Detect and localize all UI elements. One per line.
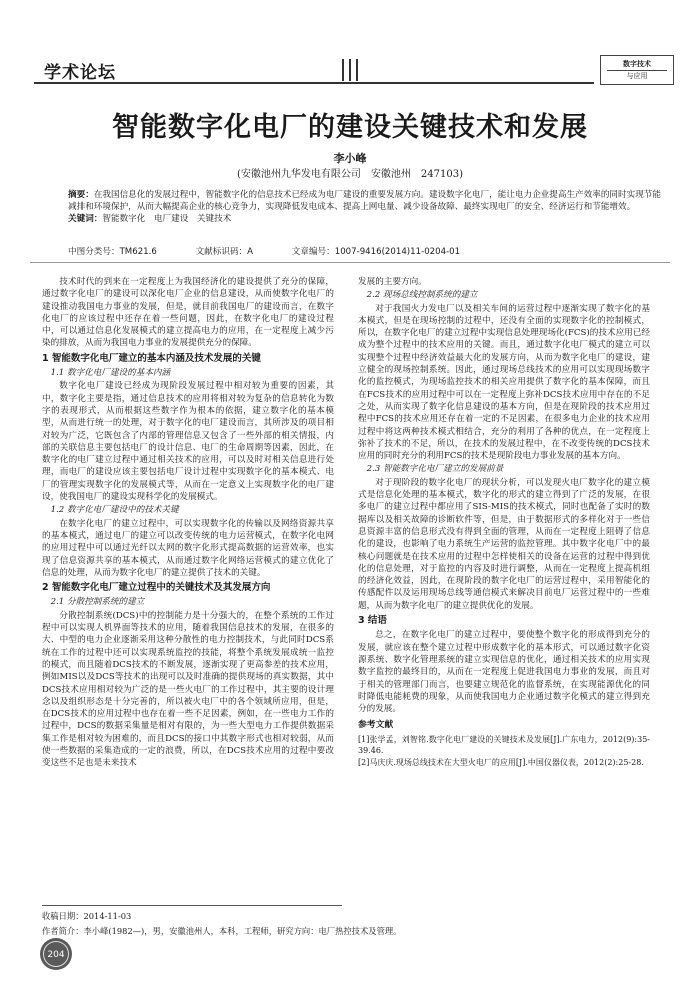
document-code: 文献标识码：A [195, 247, 254, 257]
keywords-text: 智能数字化 电厂建设 关键技术 [102, 213, 232, 224]
logo-bottom-text: 与应用 [607, 70, 667, 81]
article-title: 智能数字化电厂的建设关键技术和发展 [112, 112, 588, 143]
abstract-block [68, 190, 668, 225]
reference-item: [1]张学孟，刘智铭.数字化电厂建设的关键技术及发展[J].广东电力，2012(9):35-39.46. [358, 734, 650, 755]
conclusion-paragraph: 总之，在数字化电厂的建立过程中，要使整个数字化的形成得到充分的发展，就应该在整个建立过程中形成数字化的基本形式，可以通过数字化资源系统、数字化管理系统的建立实现信息的优化，通过相关技术的应用实现数字监控的最终目的，从而在一定程度上促进我国电力事业的发展，而且对于相关的管理部门而言，也要建立规范化的监督系统，在实现能源优化的同时降低电能耗费的现象，从而使我国电力企业通过数字化模式的建立得到充分的发展。 [358, 630, 650, 715]
section-2-heading: 2 智能数字化电厂建立过程中的关键技术及其发展方向 [42, 582, 271, 594]
page-number: 204 [47, 950, 65, 960]
references-heading: 参考文献 [358, 720, 394, 731]
abstract-paragraph [68, 190, 668, 214]
keywords-label: 关键词： [68, 213, 103, 224]
section-2-1-paragraph: 分散控制系统(DCS)中的控制能力是十分强大的，在整个系统的工作过程中可以实现人机界面等技术的应用，随着我国信息技术的发展，在很多的大、中型的电力企业逐渐采用这种分散性的电力控制技术，与此同时DCS系统在工作的过程中还可以实现系统监控的技能，将整个系统发展成统一监控的模式，而且随着DCS技术的不断发展，逐渐实现了更高参差的技术应用，例如MIS以及DCS等技术的出现可以及时准确的提供现场的真实数据，其中DCS技术应用相对较为广泛的是一些火电厂的工作过程中，其主要的设计理念以及组织形态是十分完善的，所以被火电厂中的各个领域所应用，但是，在DCS技术的应用过程中也存在着一些不足因素，例如，在一些电力工作的过程中，DCS的数据采集量是相对有限的，为一些大型电力工作提供数据采集工作是相对较为困难的，而且DCS的接口中其数字形式也相对较弱，从而使一些数据的采集造成的一定的浪费，所以，在DCS技术应用的过程中要改变这些不足也是未来技术 [42, 610, 334, 769]
classification-row [68, 245, 668, 257]
abstract-label: 摘要： [68, 190, 94, 200]
footnote-rule [42, 905, 342, 906]
clc-number: 中图分类号：TM621.6 [68, 247, 157, 257]
section-3-heading: 3 结语 [358, 615, 387, 627]
keywords-line [68, 214, 668, 226]
section-2-1-heading: 2.1 分散控制系统的建立 [50, 597, 145, 608]
author-bio: 作者简介：李小峰(1982—)，男，安徽池州人，本科，工程师，研究方向：电厂热控技术及管理。 [42, 926, 402, 936]
received-date: 收稿日期：2014-11-03 [42, 911, 132, 921]
reference-item: [2]马庆庆.现场总线技术在大型火电厂的应用[J].中国仪器仪表，2012(2):25-28. [358, 757, 644, 767]
badge-ring [43, 941, 69, 967]
intro-paragraph: 技术时代的到来在一定程度上为我国经济化的建设提供了充分的保障，通过数字化电厂的建设可以深化电厂企业的信息建设，从而使数字化电厂的建设推动我国电力事业的发展，但是，就目前我国电厂的建设而言，在数字化电厂的应该过程中还存在着一些问题，因此，在数字化电厂的建设过程中，可以通过信息化发展模式的建立提高电力的应用，在一定程度上减少污染的排放，从而为我国电力事业的发展提供充分的保障。 [42, 277, 334, 349]
right-column [358, 276, 650, 769]
left-column [42, 276, 334, 770]
article-number: 文章编号：1007-9416(2014)11-0204-01 [291, 247, 461, 257]
section-1-2-heading: 1.2 数字化电厂建设中的技术关键 [50, 505, 179, 516]
author-affiliation: (安徽池州九华发电有限公司 安徽池州 247103) [237, 169, 463, 180]
author-name: 李小峰 [333, 152, 367, 165]
continued-paragraph: 发展的主要方向。 [358, 277, 427, 287]
section-1-2-paragraph: 在数字化电厂的建立过程中，可以实现数字化的传输以及网络资源共享的基本模式，通过电厂的建立可以改变传统的电力运营模式，在数字化电网的应用过程中可以通过光纤以太网的数字化形式提高数据的运营效率，也实现了信息资源共享的基本模式，从而通过数字化网络运营模式的建立优化了信息的处理，从而为数字化电厂的建立提供了技术的关键。 [42, 518, 334, 578]
section-2-2-paragraph: 对于我国火力发电厂以及相关车间的运营过程中逐渐实现了数字化的基本模式，但是在现场控制的过程中，还没有全面的实现数字化的控制模式，所以，在数字化电厂的建立过程中实现信息处理现场化(FCS)的技术应用已经成为整个过程中的技术应用的关键。而且，通过数字化电厂模式的建立可以实现整个过程中经济效益最大化的发展方向，从而为数字化电厂的建设，建立健全的现场控制系统。因此，通过现场总线技术的应用可以实现现场数字化的监控模式，为现场监控技术的相关应用提供了数字化的基本保障，而且在FCS技术的应用过程中可以在一定程度上弥补DCS技术应用中存在的不足之处，从而实现了数字化信息建设的基本方向，但是在现阶段的技术应用过程中FCS的技术应用还存在着一定的不足因素，在很多电力企业的技术应用过程中将这两种技术模式相结合，充分的利用了各种的优点，在一定程度上弥补了技术的不足，所以，在技术的发展过程中，在不改变传统的DCS技术应用的同时充分的利用FCS的技术是现阶段电力事业发展的基本方向。 [358, 303, 650, 462]
logo-top-text: 数字技术 [623, 60, 651, 68]
section-2-3-paragraph: 对于现阶段的数字化电厂的现状分析，可以发现火电厂数字化的建立模式是信息化处理的基本模式，数字化的形式的建立得到了广泛的发展，在很多电厂的建立过程中都应用了SIS-MIS的技术模式，同时也配备了实时的数据库以及相关故障的诊断软件等，但是，由于数据形式的多样化对于一些信息资源丰富的信息形式没有得到全面的管理，从而在一定程度上阻碍了信息化的建设，也影响了电力系统生产运营的监控管理。其中数字化电厂中的最核心问题就是在技术应用的过程中怎样使相关的设备在运营的过程中得到优化的信息处理，对于监控的内容及时进行调整，从而在一定程度上提高机组的经济化效益，因此，在现阶段的数字化电厂的运营过程中，采用智能化的传感配件以及运用现场总线等通信模式来解决目前电厂运营过程中的一些难题，从而为数字化电厂的建立提供优化的发展。 [358, 477, 650, 611]
page-number-badge [40, 938, 72, 970]
section-tag: 学术论坛 [44, 63, 116, 83]
section-2-2-heading: 2.2 现场总线控制系统的建立 [366, 290, 478, 301]
section-1-1-heading: 1.1 数字化电厂建设的基本内涵 [50, 368, 171, 379]
header-rule [34, 82, 594, 84]
abstract-separator [30, 262, 670, 263]
section-1-1-paragraph: 数字化电厂建设已经成为现阶段发展过程中相对较为重要的因素，其中，数字化主要是指，通过信息技术的应用将相对较为复杂的信息转化为数字的表现形式，从而根据这些数字作为根本的依据，建立数字化的基本模型，从而进行统一的处理，对于数字化的电厂建设而言，其所涉及的项目相对较为广泛，它既包含了内部的管理信息又包含了一些外部的相关情报，内部的关联信息主要包括电厂的设计信息、电厂的生命周期等因素，因此，在数字化的电厂建立过程中通过相关技术的应用，可以及时对相关信息进行处理，而电厂的建设应该主要包括电厂设计过程中实现数字化的基本模式、电厂的管理实现数字化的发展模式等，从而在一定意义上实现数字化的电厂建设，使我国电厂的建设实现科学化的发展模式。 [42, 381, 334, 503]
section-1-heading: 1 智能数字化电厂建立的基本内涵及技术发展的关键 [42, 352, 261, 364]
abstract-text: 在我国信息化的发展过程中，智能数字化的信息技术已经成为电厂建设的重要发展方向。建设数字化电厂，能让电力企业提高生产效率的同时实现节能减排和环境保护，从而大幅提高企业的核心竞争力，实现降低发电成本、提高上网电量、减少设备故障、最终实现电厂的安全、经济运行和节能增效。 [68, 190, 661, 212]
journal-logo [600, 55, 674, 85]
header-divider-bars [342, 59, 360, 81]
section-2-3-heading: 2.3 智能数字化电厂建立的发展前景 [366, 464, 504, 475]
